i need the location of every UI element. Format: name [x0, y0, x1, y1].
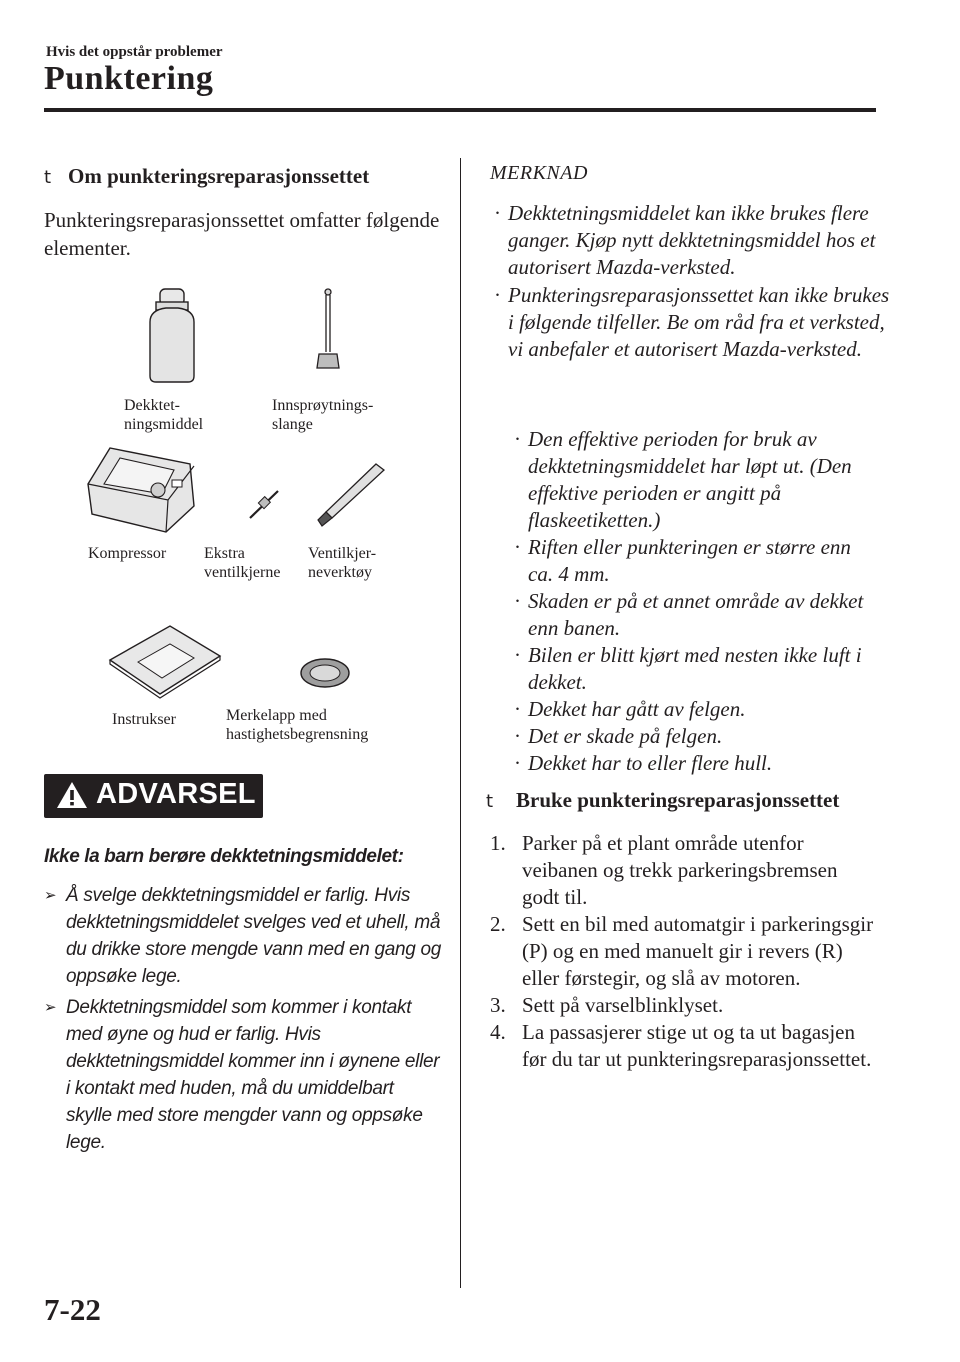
label-speed-label: Merkelapp med hastighetsbegrensning — [226, 707, 369, 743]
warning-item-text: Dekktetningsmiddel som kommer i kontakt med øyne og hud er farlig. Hvis dekktetningsmiddel kommer inn i øynene eller i kontakt med huden, må du umiddelbart skylle med store mengder vann og oppsøke lege. — [66, 997, 440, 1153]
step-number: 4. — [490, 1020, 506, 1044]
bullet-dot-icon: · — [514, 427, 521, 451]
step-number: 2. — [490, 912, 506, 936]
warning-item-text: Å svelge dekktetningsmiddel er farlig. Hvis dekktetningsmiddelet svelges ved et uhell, må du drikke store mengde vann med en gang og oppsøke lege. — [66, 885, 442, 987]
note-sub-bullet-text: Bilen er blitt kjørt med nesten ikke luft i dekket. — [528, 643, 862, 694]
injection-hose-icon — [313, 288, 343, 374]
note-sub-bullet — [514, 426, 880, 534]
arrow-icon: ➢ — [44, 886, 57, 904]
bullet-dot-icon: · — [514, 724, 521, 748]
note-sub-bullet-text: Dekket har gått av felgen. — [528, 697, 746, 721]
kit-heading-text: Om punkteringsreparasjonssettet — [68, 164, 370, 188]
label-sealant: Dekktet- ningsmiddel — [124, 397, 204, 433]
page-number: 7-22 — [44, 1292, 101, 1327]
heading-marker: t — [44, 167, 52, 188]
note-sub-bullet — [514, 588, 880, 642]
note-bullet-text: Dekktetningsmiddelet kan ikke brukes flere ganger. Kjøp nytt dekktetningsmiddel hos et autorisert Mazda-verksted. — [508, 201, 876, 279]
note-bullets — [494, 200, 898, 363]
bullet-dot-icon: · — [494, 201, 501, 225]
warning-triangle-icon — [56, 780, 88, 810]
heading-marker: t — [486, 791, 494, 812]
section-label: Hvis det oppstår problemer — [46, 44, 223, 60]
note-label: MERKNAD — [490, 162, 588, 184]
page-title: Punktering — [44, 60, 214, 97]
note-bullet — [494, 200, 898, 281]
warning-list — [44, 882, 444, 1156]
warning-heading: Ikke la barn berøre dekktetningsmiddelet: — [44, 846, 404, 867]
bullet-dot-icon: · — [514, 643, 521, 667]
speed-label-icon — [298, 656, 352, 690]
arrow-icon: ➢ — [44, 998, 57, 1016]
note-sub-bullet — [514, 750, 880, 777]
note-sub-bullet — [514, 696, 880, 723]
note-sub-bullet-text: Dekket har to eller flere hull. — [528, 751, 773, 775]
step-text: La passasjerer stige ut og ta ut bagasjen før du tar ut punkteringsreparasjonssettet. — [522, 1020, 872, 1071]
column-divider — [460, 158, 461, 1288]
note-sub-bullet — [514, 642, 880, 696]
label-valve-tool: Ventilkjer- neverktøy — [308, 545, 377, 581]
step-text: Parker på et plant område utenfor veibanen og trekk parkeringsbremsen godt til. — [522, 831, 838, 909]
label-instructions: Instrukser — [112, 711, 176, 728]
kit-heading — [44, 164, 369, 189]
note-sub-bullet-text: Den effektive perioden for bruk av dekktetningsmiddelet har løpt ut. (Den effektive perioden er angitt på flaskeetiketten.) — [528, 427, 852, 532]
warning-badge — [44, 774, 263, 818]
header-rule — [44, 108, 876, 112]
bullet-dot-icon: · — [514, 697, 521, 721]
warning-item — [44, 994, 444, 1156]
note-bullet-text: Punkteringsreparasjonssettet kan ikke brukes i følgende tilfeller. Be om råd fra et verksted, vi anbefaler et autorisert Mazda-verksted. — [508, 283, 890, 361]
step-text: Sett på varselblinklyset. — [522, 993, 724, 1017]
note-sub-bullet — [514, 534, 880, 588]
compressor-icon — [86, 444, 198, 534]
step-item — [490, 992, 880, 1019]
step-number: 1. — [490, 831, 506, 855]
step-item — [490, 1019, 880, 1073]
label-hose: Innsprøytnings- slange — [272, 397, 374, 433]
note-bullet — [494, 282, 898, 363]
valve-tool-icon — [312, 462, 386, 528]
step-item — [490, 830, 880, 911]
bullet-dot-icon: · — [514, 589, 521, 613]
valve-core-icon — [248, 488, 282, 520]
step-text: Sett en bil med automatgir i parkeringsgir (P) og en med manuelt gir i revers (R) eller førstegir, og slå av motoren. — [522, 912, 874, 990]
use-heading-text: Bruke punkteringsreparasjonssettet — [516, 788, 840, 812]
bullet-dot-icon: · — [514, 751, 521, 775]
step-item — [490, 911, 880, 992]
kit-intro: Punkteringsreparasjonssettet omfatter følgende elementer. — [44, 208, 440, 260]
label-compressor: Kompressor — [88, 545, 167, 562]
warning-badge-text: ADVARSEL — [96, 778, 256, 810]
note-sub-bullet-text: Skaden er på et annet område av dekket enn banen. — [528, 589, 864, 640]
note-sub-bullets — [514, 426, 880, 777]
label-valve-core: Ekstra ventilkjerne — [204, 545, 281, 581]
sealant-bottle-icon — [146, 288, 198, 384]
use-heading — [486, 788, 839, 813]
note-sub-bullet-text: Det er skade på felgen. — [528, 724, 723, 748]
instructions-icon — [108, 622, 222, 698]
step-number: 3. — [490, 993, 506, 1017]
bullet-dot-icon: · — [514, 535, 521, 559]
note-sub-bullet-text: Riften eller punkteringen er større enn ca. 4 mm. — [528, 535, 851, 586]
warning-item — [44, 882, 444, 990]
note-sub-bullet — [514, 723, 880, 750]
steps-list — [490, 830, 880, 1073]
bullet-dot-icon: · — [494, 283, 501, 307]
